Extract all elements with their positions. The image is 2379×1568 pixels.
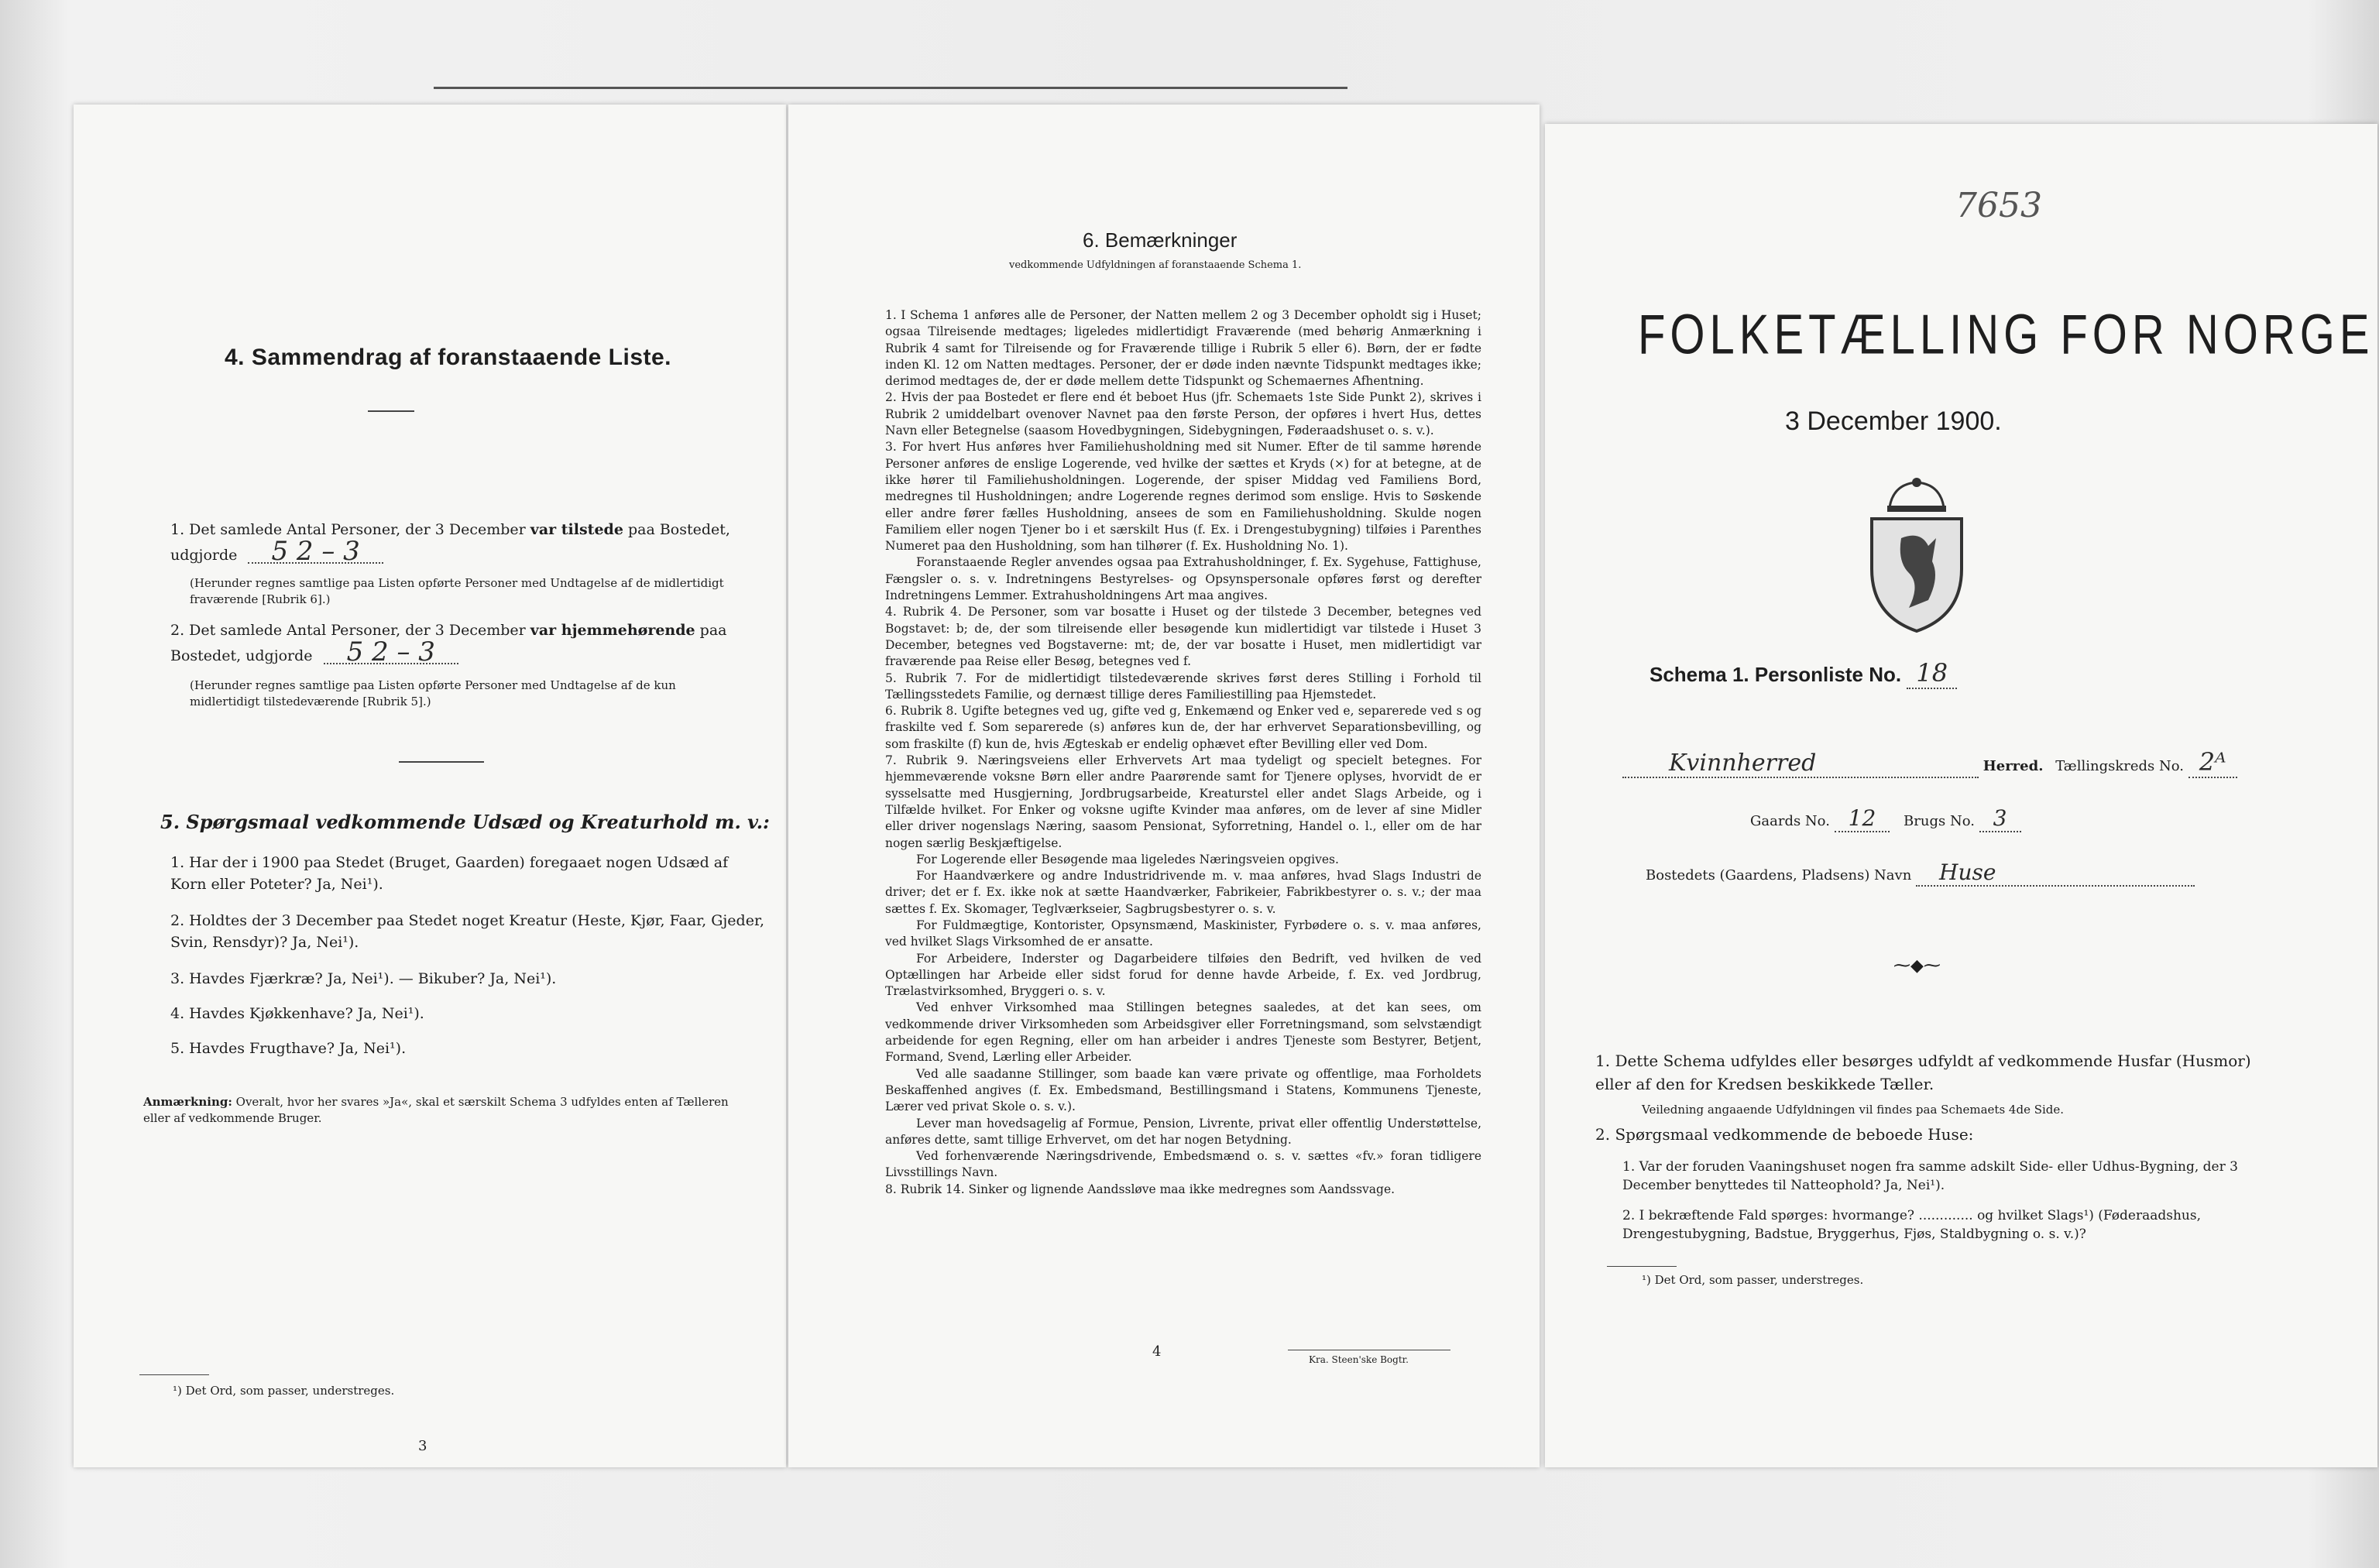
summary-item-2-note: (Herunder regnes samtlige paa Listen opførte Personer med Undtagelse af de kun midlertidigt tilstedeværende [Rubrik 5].) xyxy=(190,678,676,709)
instruction-1: 1. Dette Schema udfyldes eller besørges udfyldt af vedkommende Husfar (Husmor) eller af den for Kredsen beskikkede Tæller. xyxy=(1595,1052,2251,1093)
house-question-1: 1. Var der foruden Vaaningshuset nogen fra samme adskilt Side- eller Udhus-Bygning, der 3 December benyttedes til Natteophold? Ja, Nei¹). xyxy=(1622,1159,2238,1193)
remark-paragraph: For Logerende eller Besøgende maa ligeledes Næringsveien opgives. xyxy=(916,852,1339,866)
remark-paragraph: Lever man hovedsagelig af Formue, Pension, Livrente, privat eller offentlig Understøttelse, anføres dette, samt tillige Erhvervet, om det har nogen Betydning. xyxy=(885,1116,1481,1147)
section-6-title: 6. Bemærkninger xyxy=(1083,228,1238,252)
remark: Anmærkning: Overalt, hvor her svares »Ja«, skal et særskilt Schema 3 udfyldes enten af Tælleren eller af vedkommende Bruger. xyxy=(143,1095,729,1125)
person-list-number-handwritten: 18 xyxy=(1907,658,1957,689)
page-number: 3 xyxy=(418,1438,427,1454)
page-left xyxy=(74,105,786,1467)
remark-paragraph: 6. Rubrik 8. Ugifte betegnes ved ug, gifte ved g, Enkemænd og Enker ved e, separerede ved s og fraskilte ved f. Som separerede (s) anføres kun de, der har erhvervet Separationsbevilling, og som fraskilte (f) kun de, hvis Ægteskab er endelig ophævet efter Bevilling eller ved Dom. xyxy=(885,704,1481,751)
archive-number-handwritten: 7653 xyxy=(1955,186,2042,225)
remark-paragraph: For Haandværkere og andre Industridrivende m. v. maa anføres, hvad Slags Industri de driver; det er f. Ex. ikke nok at sætte Haandværker, Fabrikeier, Fabrikbestyrer o. s. v.; der maa sættes f. Ex. Skomager, Teglværkseier, Sagbrugsbestyrer o. s. v. xyxy=(885,869,1481,916)
section-5-heading: 5. Spørgsmaal vedkommende Udsæd og Kreaturhold m. v.: xyxy=(160,811,770,833)
instruction-2: 2. Spørgsmaal vedkommende de beboede Huse: xyxy=(1595,1125,1974,1144)
instruction-1-note: Veiledning angaaende Udfyldningen vil findes paa Schemaets 4de Side. xyxy=(1642,1103,2065,1117)
question-2: 2. Holdtes der 3 December paa Stedet noget Kreatur (Heste, Kjør, Faar, Gjeder, Svin, Rensdyr)? Ja, Nei¹). xyxy=(170,912,764,951)
remark-paragraph: 8. Rubrik 14. Sinker og lignende Aandssløve maa ikke medregnes som Aandssvage. xyxy=(885,1182,1395,1196)
section-4-heading: 4. Sammendrag af foranstaaende Liste. xyxy=(225,345,672,370)
census-title: FOLKETÆLLING FOR NORGE xyxy=(1638,303,2374,366)
remark-paragraph: For Arbeidere, Inderster og Dagarbeidere tilføies den Bedrift, ved hvilken de ved Optællingen har Arbeide eller sidst forud for denne havde Arbeide, f. Ex. ved Jordbrug, Trælastvirksomhed, Bryggeri o. s. v. xyxy=(885,951,1481,999)
summary-item-1: 1. Det samlede Antal Personer, der 3 December var tilstede paa Bostedet, udgjorde 5 2 – 3 xyxy=(170,521,730,567)
schema-label: Schema 1. Personliste No. 18 xyxy=(1650,658,1957,688)
remark-paragraph: 1. I Schema 1 anføres alle de Personer, der Natten mellem 2 og 3 December opholdt sig i Huset; ogsaa Tilreisende medtages; ligeledes midlertidigt Fraværende (med behørig Anmærkning i Rubrik 4 samt for Tilreisende og for Fraværende tillige i Rubrik 5 eller 6). Børn, der er fødte inden Kl. 12 om Natten medtages. Personer, der er døde inden nævnte Tidspunkt medtages ikke; derimod medtages de, der er døde mellem dette Tidspunkt og Schemaernes Afhentning. xyxy=(885,308,1481,389)
norwegian-coat-of-arms-icon xyxy=(1855,476,1979,639)
remark-paragraph: Ved forhenværende Næringsdrivende, Embedsmænd o. s. v. sættes «fv.» foran tidligere Livsstillings Navn. xyxy=(885,1149,1481,1180)
remark-paragraph: Foranstaaende Regler anvendes ogsaa paa Extrahusholdninger, f. Ex. Sygehuse, Fattighuse, Fængsler o. s. v. Indretningens Bestyrelses- og Opsynspersonale opføres først og derefter Indretningens Lemmer. Extrahusholdningens Art maa angives. xyxy=(885,555,1481,603)
herred-line: Kvinnherred Herred. Tællingskreds No. 2ᴬ xyxy=(1622,747,2335,778)
page-middle xyxy=(788,105,1540,1467)
gaards-number-handwritten: 12 xyxy=(1835,805,1890,832)
house-question-2: 2. I bekræftende Fald spørges: hvormange? ............. og hvilket Slags¹) (Føderaadshus, Drengestubygning, Badstue, Bryggerhus, Fjøs, Staldbygning o. s. v.)? xyxy=(1622,1208,2201,1242)
resident-count-handwritten: 5 2 – 3 xyxy=(324,641,458,664)
section-divider xyxy=(399,761,484,763)
page-right xyxy=(1545,124,2377,1467)
brugs-number-handwritten: 3 xyxy=(1979,805,2021,832)
remark-paragraph: 5. Rubrik 7. For de midlertidigt tilstedeværende skrives først deres Stilling i Forhold til Tællingsstedets Familie, og dernæst tillige deres Familiestilling paa Hjemstedet. xyxy=(885,671,1481,702)
footnote-rule xyxy=(139,1374,209,1375)
footnote: ¹) Det Ord, som passer, understreges. xyxy=(1642,1273,1864,1287)
remark-paragraph: For Fuldmægtige, Kontorister, Opsynsmænd, Maskinister, Fyrbødere o. s. v. maa anføres, ved hvilket Slags Virksomhed de er ansatte. xyxy=(885,918,1481,949)
herred-handwritten: Kvinnherred xyxy=(1622,750,1979,778)
remark-paragraph: 2. Hvis der paa Bostedet er flere end ét beboet Hus (jfr. Schemaets 1ste Side Punkt 2), skrives i Rubrik 2 umiddelbart ovenover Navnet paa den første Person, der opføres i hvert Hus, dettes Navn eller Betegnelse (saasom Hovedbygningen, Sidebygningen, Føderaadshuset o. s. v.). xyxy=(885,390,1481,438)
top-edge-line xyxy=(434,87,1347,89)
ornament-divider: ⁓◆⁓ xyxy=(1893,956,1941,976)
remarks-text xyxy=(885,307,1481,1198)
remark-paragraph: 3. For hvert Hus anføres hver Familiehusholdning med sit Numer. Efter de til samme hørende Personer anføres de enslige Logerende, ved hvilke der sættes et Kryds (×) for at betegne, at de ikke hører til Familiehusholdningen. Logerende, der spiser Middag ved Familiens Bord, medregnes til Husholdningen; andre Logerende regnes derimod som enslige. Hvis to Søskende eller andre fører fælles Husholdning, ansees de som en Familiehusholdning. Skulde nogen Familiem eller nogen Tjener bo i et særskilt Hus (f. Ex. i Drengestubygning) tilføies i Parenthes Numeret paa den Husholdning, som han tilhører (f. Ex. Husholdning No. 1). xyxy=(885,440,1481,554)
present-count-handwritten: 5 2 – 3 xyxy=(248,540,383,564)
remark-paragraph: Ved enhver Virksomhed maa Stillingen betegnes saaledes, at det kan sees, om vedkommende driver Virksomheden som Arbeidsgiver eller Forretningsmand, som selvstændigt arbeidende for egen Regning, eller om han arbeider i andres Tjeneste som Bestyrer, Betjent, Formand, Svend, Lærling eller Arbeider. xyxy=(885,1000,1481,1065)
question-1: 1. Har der i 1900 paa Stedet (Bruget, Gaarden) foregaaet nogen Udsæd af Korn eller Poteter? Ja, Nei¹). xyxy=(170,854,729,893)
remark-paragraph: 7. Rubrik 9. Næringsveiens eller Erhvervets Art maa tydeligt og specielt betegnes. For hjemmeværende voksne Børn eller andre Paarørende samt for Tjenere oplyses, hvorvidt de er sysselsatte med Husgjerning, Jordbrugsarbeide, Kreaturstel eller andet Slags Arbeide, og i Tilfælde hvilket. For Enker og voksne ugifte Kvinder maa anføres, om de lever af sine Midler eller driver nogenslags Næring, saasom Pensionat, Syforretning, Handel o. l., eller om de har nogen særlig Beskjæftigelse. xyxy=(885,753,1481,850)
question-4: 4. Havdes Kjøkkenhave? Ja, Nei¹). xyxy=(170,1005,424,1022)
gaards-line: Gaards No. 12 Brugs No. 3 xyxy=(1750,805,2021,831)
footnote-rule xyxy=(1607,1266,1677,1267)
remark-paragraph: Ved alle saadanne Stillinger, som baade kan være private og offentlige, maa Forholdets Beskaffenhed angives (f. Ex. Embedsmand, Bestillingsmand i Statens, Kommunens Tjeneste, Lærer ved privat Skole o. s. v.). xyxy=(885,1066,1481,1114)
bosted-name-handwritten: Huse xyxy=(1916,859,2195,887)
remark-paragraph: 4. Rubrik 4. De Personer, som var bosatte i Huset og der tilstede 3 December, betegnes ved Bogstavet: b; de, der som tilreisende eller besøgende kun midlertidigt var tilstede i Huset 3 December, betegnes ved Bogstaverne: mt; de, der var bosatte i Huset, men midlertidigt var fraværende paa Reise eller Besøg, betegnes ved f. xyxy=(885,605,1481,669)
bosted-line: Bostedets (Gaardens, Pladsens) Navn Huse xyxy=(1646,859,2195,887)
question-5: 5. Havdes Frugthave? Ja, Nei¹). xyxy=(170,1040,407,1057)
summary-item-1-note: (Herunder regnes samtlige paa Listen opførte Personer med Undtagelse af de midlertidigt fraværende [Rubrik 6].) xyxy=(190,576,724,606)
summary-item-2: 2. Det samlede Antal Personer, der 3 December var hjemmehørende paa Bostedet, udgjorde 5 2 – 3 xyxy=(170,622,727,667)
page-number: 4 xyxy=(1152,1343,1162,1360)
census-date: 3 December 1900. xyxy=(1785,407,2002,436)
footnote: ¹) Det Ord, som passer, understreges. xyxy=(173,1384,395,1398)
krets-number-handwritten: 2ᴬ xyxy=(2188,747,2237,778)
section-6-subtitle: vedkommende Udfyldningen af foranstaaende Schema 1. xyxy=(1009,259,1302,271)
printer-mark: Kra. Steen'ske Bogtr. xyxy=(1309,1354,1409,1365)
heading-underline xyxy=(368,410,414,412)
question-3: 3. Havdes Fjærkræ? Ja, Nei¹). — Bikuber? Ja, Nei¹). xyxy=(170,970,557,987)
